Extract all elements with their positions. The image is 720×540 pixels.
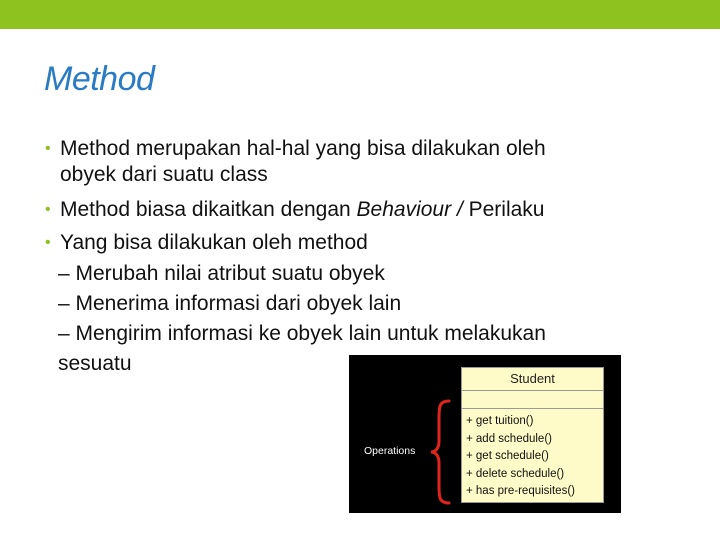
sub-item-continuation: sesuatu xyxy=(58,352,132,375)
uml-attributes-compartment xyxy=(462,391,603,409)
bullet-text: Yang bisa dilakukan oleh method xyxy=(60,231,368,254)
uml-operation: + get tuition() xyxy=(466,415,534,427)
curly-brace-icon xyxy=(429,399,451,505)
bullet-text: Method merupakan hal-hal yang bisa dilakukan oleh xyxy=(60,137,546,160)
slide-content xyxy=(44,132,664,379)
sub-item: – Mengirim informasi ke obyek lain untuk melakukan xyxy=(58,322,546,345)
top-accent-bar xyxy=(0,0,720,29)
operations-label: Operations xyxy=(364,445,416,457)
bullet-italic-text: Behaviour / xyxy=(356,198,463,221)
bullet-item-3 xyxy=(44,226,664,259)
bullet-text: obyek dari suatu class xyxy=(60,163,268,186)
uml-class-diagram xyxy=(349,355,621,513)
uml-operations-compartment xyxy=(462,409,603,501)
uml-operation: + add schedule() xyxy=(466,432,552,445)
uml-class-name: Student xyxy=(462,368,603,391)
bullet-text: Perilaku xyxy=(462,198,545,221)
uml-operation: + get schedule() xyxy=(466,450,549,462)
sub-item: – Merubah nilai atribut suatu obyek xyxy=(58,262,385,285)
bullet-continuation xyxy=(44,161,664,189)
sub-item: – Menerima informasi dari obyek lain xyxy=(58,292,402,315)
bullet-item-2 xyxy=(44,193,664,226)
uml-operation: + delete schedule() xyxy=(466,467,565,480)
uml-class-box xyxy=(461,367,604,503)
bullet-text: Method biasa dikaitkan dengan xyxy=(60,198,357,221)
slide-title: Method xyxy=(44,60,155,98)
uml-operation: + has pre-requisites() xyxy=(466,485,575,497)
